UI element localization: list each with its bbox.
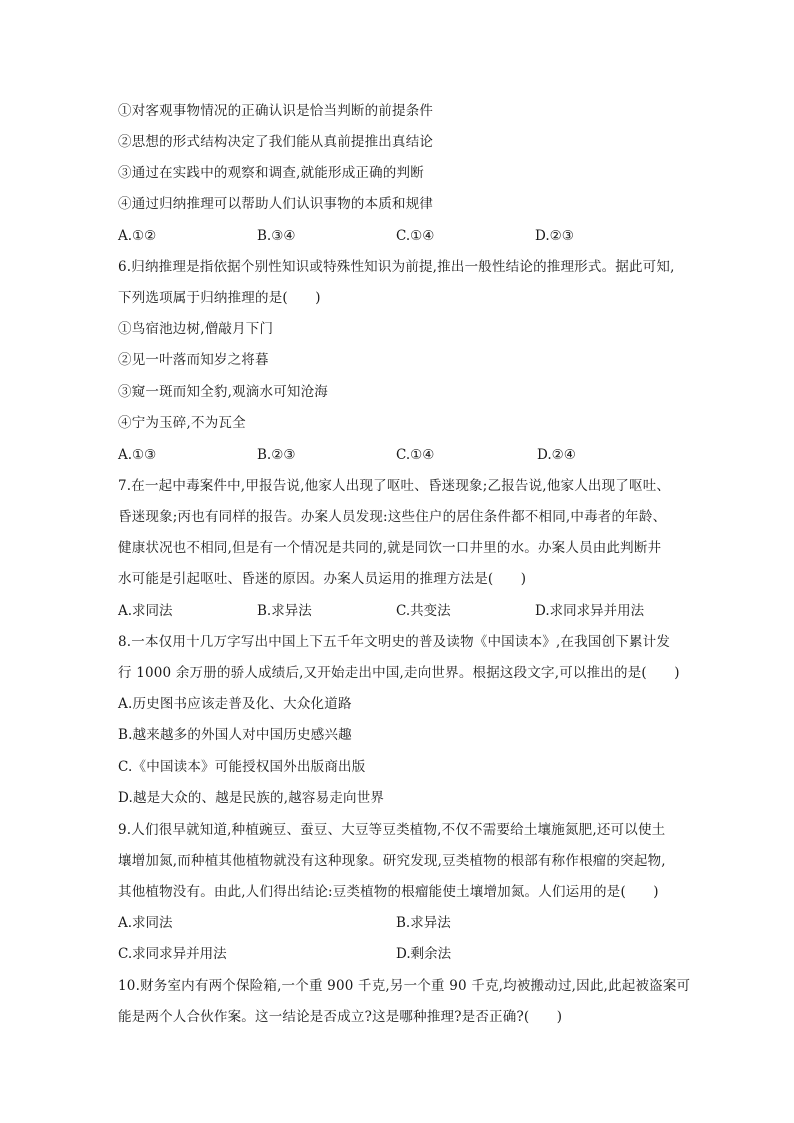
q7-option-d: D.求同求异并用法 xyxy=(535,603,645,619)
q8-stem-line-2: 行 1000 余万册的骄人成绩后,又开始走出中国,走向世界。根据这段文字,可以推出的是( ) xyxy=(118,665,680,681)
q5-item-1: ①对客观事物情况的正确认识是恰当判断的前提条件 xyxy=(118,103,434,119)
q9-option-d: D.剩余法 xyxy=(396,946,452,962)
q10-stem-line-1: 10.财务室内有两个保险箱,一个重 900 千克,另一个重 90 千克,均被搬动过,因此,此起被盗案可 xyxy=(118,978,691,994)
q6-item-2: ②见一叶落而知岁之将暮 xyxy=(118,352,269,368)
q9-option-c: C.求同求异并用法 xyxy=(118,946,227,962)
q7-stem-line-1: 7.在一起中毒案件中,甲报告说,他家人出现了呕吐、昏迷现象;乙报告说,他家人出现了呕吐、 xyxy=(118,478,671,494)
q5-item-3: ③通过在实践中的观察和调查,就能形成正确的判断 xyxy=(118,165,424,181)
q7-stem-line-3: 健康状况也不相同,但是有一个情况是共同的,就是同饮一口井里的水。办案人员由此判断井 xyxy=(118,540,662,556)
q8-option-b: B.越来越多的外国人对中国历史感兴趣 xyxy=(118,727,352,743)
q6-item-1: ①鸟宿池边树,僧敲月下门 xyxy=(118,321,274,337)
q5-option-d: D.②③ xyxy=(535,228,574,244)
q9-option-a: A.求同法 xyxy=(118,915,173,931)
q5-item-2: ②思想的形式结构决定了我们能从真前提推出真结论 xyxy=(118,134,434,150)
q6-option-d: D.②④ xyxy=(537,447,576,463)
q9-stem-line-1: 9.人们很早就知道,种植豌豆、蚕豆、大豆等豆类植物,不仅不需要给土壤施氮肥,还可以使土 xyxy=(118,822,666,838)
q8-stem-line-1: 8.一本仅用十几万字写出中国上下五千年文明史的普及读物《中国读本》,在我国创下累计发 xyxy=(118,634,671,650)
q6-item-4: ④宁为玉碎,不为瓦全 xyxy=(118,415,246,431)
q9-stem-line-3: 其他植物没有。由此,人们得出结论:豆类植物的根瘤能使土壤增加氮。人们运用的是( ) xyxy=(118,884,659,900)
q7-option-b: B.求异法 xyxy=(257,603,312,619)
q7-option-a: A.求同法 xyxy=(118,603,173,619)
q5-item-4: ④通过归纳推理可以帮助人们认识事物的本质和规律 xyxy=(118,196,434,212)
q7-option-c: C.共变法 xyxy=(396,603,451,619)
q6-option-c: C.①④ xyxy=(396,447,435,463)
q9-option-b: B.求异法 xyxy=(396,915,451,931)
q8-option-d: D.越是大众的、越是民族的,越容易走向世界 xyxy=(118,790,385,806)
q6-stem-line-2: 下列选项属于归纳推理的是( ) xyxy=(118,290,321,306)
q7-stem-line-4: 水可能是引起呕吐、昏迷的原因。办案人员运用的推理方法是( ) xyxy=(118,571,527,587)
q5-option-c: C.①④ xyxy=(396,228,435,244)
q7-stem-line-2: 昏迷现象;丙也有同样的报告。办案人员发现:这些住户的居住条件都不相同,中毒者的年龄、 xyxy=(118,509,667,525)
q5-option-a: A.①② xyxy=(118,228,157,244)
q5-option-b: B.③④ xyxy=(257,228,296,244)
q6-item-3: ③窥一斑而知全豹,观滴水可知沧海 xyxy=(118,384,328,400)
q6-option-a: A.①③ xyxy=(118,447,157,463)
q8-option-c: C.《中国读本》可能授权国外出版商出版 xyxy=(118,759,366,775)
q8-option-a: A.历史图书应该走普及化、大众化道路 xyxy=(118,696,352,712)
q6-stem-line-1: 6.归纳推理是指依据个别性知识或特殊性知识为前提,推出一般性结论的推理形式。据此可知, xyxy=(118,259,675,275)
q9-stem-line-2: 壤增加氮,而种植其他植物就没有这种现象。研究发现,豆类植物的根部有称作根瘤的突起物, xyxy=(118,853,666,869)
q6-option-b: B.②③ xyxy=(257,447,296,463)
q10-stem-line-2: 能是两个人合伙作案。这一结论是否成立?这是哪种推理?是否正确?( ) xyxy=(118,1009,563,1025)
